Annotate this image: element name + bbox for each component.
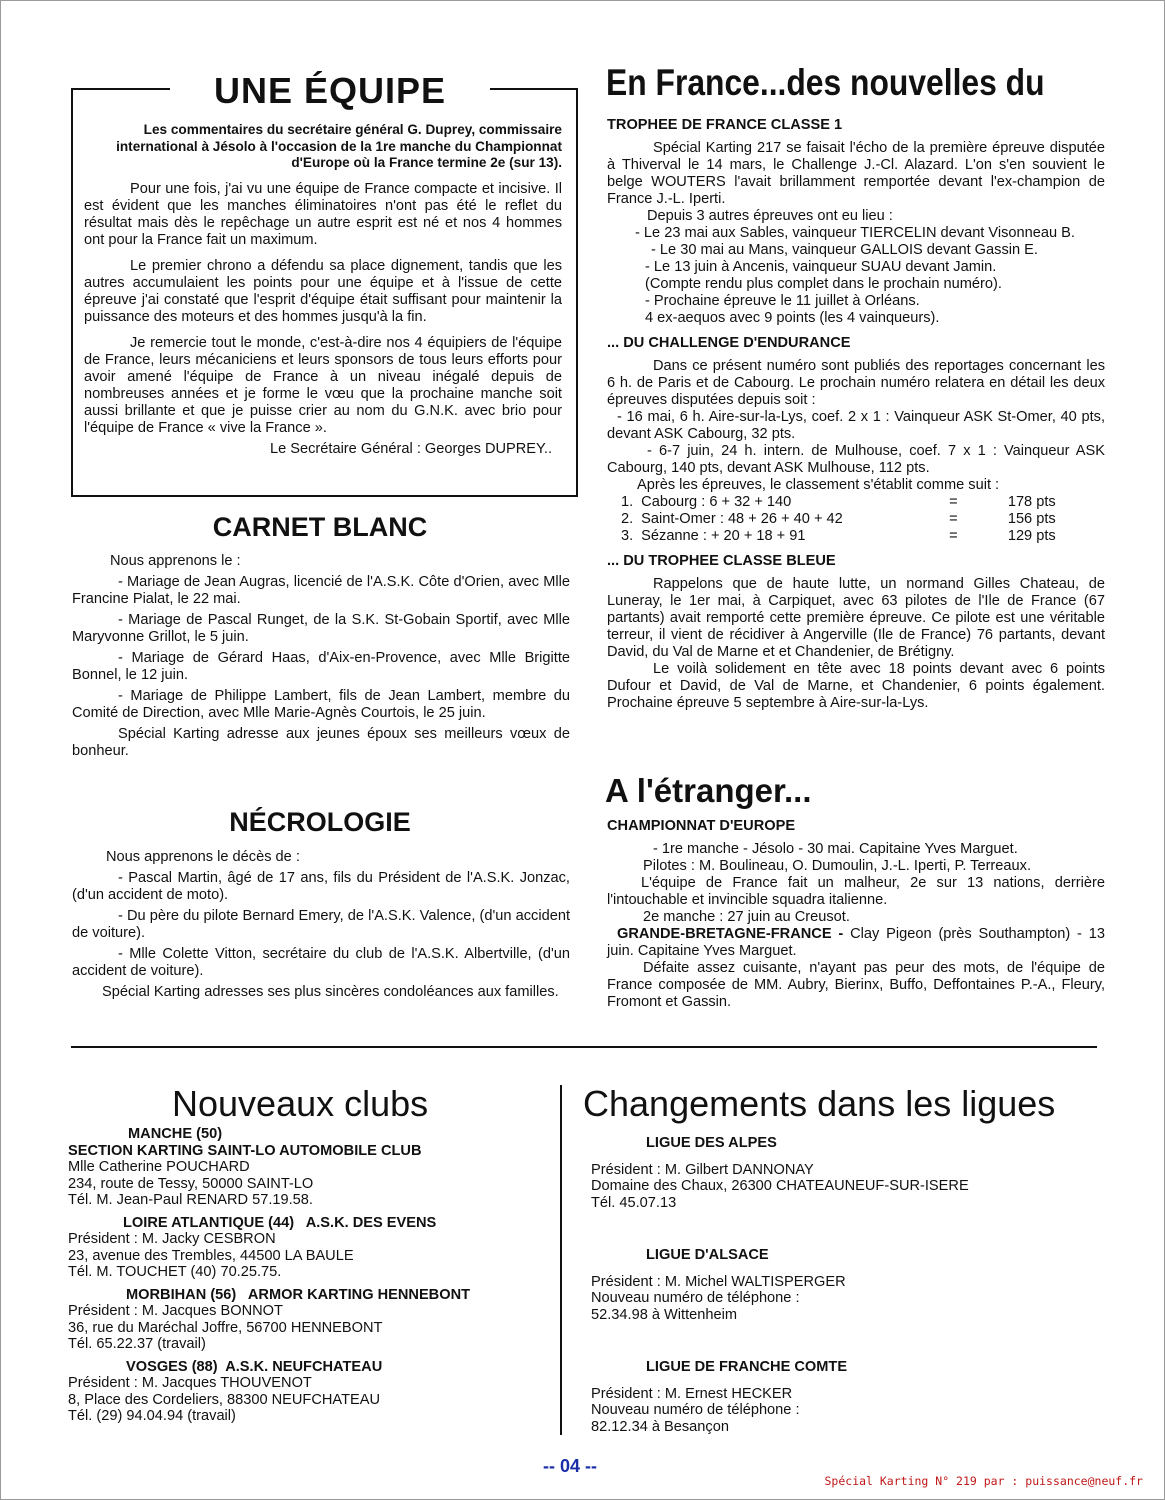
gb-heading: GRANDE-BRETAGNE-FRANCE - — [617, 926, 844, 942]
club-line: Tél. M. Jean-Paul RENARD 57.19.58. — [68, 1192, 313, 1208]
club-line: 23, avenue des Trembles, 44500 LA BAULE — [68, 1247, 354, 1264]
ligue-line: Président : M. Ernest HECKER — [591, 1385, 793, 1402]
ligue-line: 82.12.34 à Besançon — [591, 1418, 729, 1435]
ligue-heading: LIGUE D'ALSACE — [646, 1247, 769, 1263]
carnet-closing: Spécial Karting adresse aux jeunes époux ses meilleurs vœux de bonheur. — [72, 726, 570, 759]
ligue-group — [591, 1359, 1091, 1435]
club-line: 36, rue du Maréchal Joffre, 56700 HENNEBONT — [68, 1319, 383, 1336]
ligue-line: Nouveau numéro de téléphone : — [591, 1290, 800, 1306]
endurance-line: Après les épreuves, le classement s'établit comme suit : — [637, 477, 1000, 493]
necro-title: NÉCROLOGIE — [229, 807, 411, 837]
club-line: 8, Place des Cordeliers, 88300 NEUFCHATEAU — [68, 1391, 380, 1408]
equipe-paragraph: Le premier chrono a défendu sa place dignement, tandis que les autres accumulaient les points pour une équipe et à l'issue de cette épreuve j'ai constaté que l'esprit d'équipe était suffisant pour maintenir la puissance des moteurs et des hommes jusqu'à la fin. — [84, 257, 562, 325]
ligue-heading: LIGUE DE FRANCHE COMTE — [646, 1359, 848, 1375]
club-line: Mlle Catherine POUCHARD — [68, 1159, 250, 1175]
endurance-line: - 6-7 juin, 24 h. intern. de Mulhouse, coef. 7 x 1 : Vainqueur ASK Cabourg, 140 pts, devant ASK Mulhouse, 112 pts. — [607, 443, 1105, 476]
page-number: -- 04 -- — [543, 1456, 597, 1476]
trophee-line: - Le 13 juin à Ancenis, vainqueur SUAU devant Jamin. — [645, 259, 997, 275]
etranger-article — [607, 818, 1105, 1011]
club-heading: SECTION KARTING SAINT-LO AUTOMOBILE CLUB — [68, 1142, 422, 1159]
necro-article — [72, 849, 570, 1005]
equipe-intro: Les commentaires du secrétaire général G. Duprey, commissaire international à Jésolo à l'occasion de la 1re manche du Championnat d'Europe où la France termine 2e (sur 13). — [116, 122, 562, 170]
ranking-rank: 1. — [621, 494, 634, 510]
ranking-rank: 3. — [621, 528, 634, 544]
carnet-intro: Nous apprenons le : — [110, 553, 241, 569]
ligue-line: Président : M. Gilbert DANNONAY — [591, 1161, 814, 1178]
etranger-line: Défaite assez cuisante, n'ayant pas peur des mots, de l'équipe de France composée de MM. Aubry, Bierinx, Buffo, Deffontaines P.-A., Fleury, Fromont et Gassin. — [607, 960, 1105, 1010]
club-line: Président : M. Jacques BONNOT — [68, 1303, 283, 1319]
ligue-line: Président : M. Michel WALTISPERGER — [591, 1273, 846, 1290]
trophee-subtitle: TROPHEE DE FRANCE CLASSE 1 — [607, 117, 843, 133]
etranger-line: Pilotes : M. Boulineau, O. Dumoulin, J.-L. Iperti, P. Terreaux. — [643, 858, 1031, 874]
carnet-item: - Mariage de Jean Augras, licencié de l'A.S.K. Côte d'Orien, avec Mlle Francine Pialat, le 22 mai. — [72, 574, 570, 607]
vertical-divider — [560, 1085, 562, 1435]
bleue-p2: Le voilà solidement en tête avec 18 points devant avec 6 points Dufour et David, de Val de Marne, et Chandenier, 6 points également. Prochaine épreuve 5 septembre à Aire-sur-la-Lys. — [607, 661, 1105, 711]
club-line: 234, route de Tessy, 50000 SAINT-LO — [68, 1175, 314, 1192]
ligue-group — [591, 1135, 1091, 1211]
trophee-line: - Le 30 mai au Mans, vainqueur GALLOIS devant Gassin E. — [651, 242, 1038, 258]
horizontal-divider — [71, 1046, 1097, 1048]
clubs-title: Nouveaux clubs — [172, 1083, 429, 1124]
equipe-signature: Le Secrétaire Général : Georges DUPREY.. — [269, 440, 552, 457]
bleue-p1: Rappelons que de haute lutte, un normand Gilles Chateau, de Luneray, le 1er mai, à Carpiquet, avec 63 pilotes de l'Ile de France (67 partants) avait remporté cette première épreuve. Ce pilote est une véritable terreur, il vient de récidiver à Angerville (Ile de France) 76 partants, devant David, du Val de Marne et et Chandenier, de Brétigny. — [607, 576, 1105, 660]
club-line: Tél. 65.22.37 (travail) — [68, 1336, 206, 1352]
club-line: Président : M. Jacques THOUVENOT — [68, 1375, 312, 1391]
carnet-title: CARNET BLANC — [212, 512, 428, 542]
etranger-subtitle: CHAMPIONNAT D'EUROPE — [607, 818, 796, 834]
clubs-list — [68, 1126, 558, 1425]
carnet-item: - Mariage de Pascal Runget, de la S.K. St-Gobain Sportif, avec Mlle Maryvonne Grillot, le 5 juin. — [72, 612, 570, 645]
bleue-subtitle: ... DU TROPHEE CLASSE BLEUE — [607, 553, 836, 569]
ranking-pts: 156 pts — [1007, 511, 1056, 527]
ligue-group — [591, 1247, 1091, 1323]
carnet-article — [72, 553, 570, 764]
equipe-article — [84, 122, 562, 458]
ranking-team: Sézanne : + 20 + 18 + 91 — [641, 528, 806, 544]
carnet-item: - Mariage de Gérard Haas, d'Aix-en-Provence, avec Mlle Brigitte Bonnel, le 12 juin. — [72, 650, 570, 683]
ranking-rank: 2. — [621, 511, 634, 527]
endurance-ranking — [617, 494, 1060, 545]
club-line: Tél. (29) 94.04.94 (travail) — [68, 1408, 236, 1424]
ranking-team: Saint-Omer : 48 + 26 + 40 + 42 — [641, 511, 843, 527]
ranking-team: Cabourg : 6 + 32 + 140 — [641, 494, 792, 510]
equipe-paragraph: Pour une fois, j'ai vu une équipe de France compacte et incisive. Il est évident que les manches éliminatoires n'ont pas été le reflet du résultat mais dès le repêchage un autre esprit est né et nos 4 hommes ont pour la France fait un maximum. — [84, 180, 562, 248]
credit-line: Spécial Karting N° 219 par : puissance@neuf.fr — [824, 1474, 1143, 1488]
equipe-paragraph: Je remercie tout le monde, c'est-à-dire nos 4 équipiers de l'équipe de France, leurs mécaniciens et leurs sponsors de tous leurs efforts pour avoir amené l'équipe de France à un niveau inégalé depuis de nombreuses années et je forme le vœu que la prochaine manche soit aussi brillante et que je puisse crier au nom du G.N.K. avec brio pour l'équipe de France « vive la France ». — [84, 334, 562, 436]
ranking-row — [617, 511, 1060, 528]
ligues-list — [591, 1135, 1091, 1471]
equipe-title: UNE ÉQUIPE — [170, 70, 490, 118]
trophee-p1: Spécial Karting 217 se faisait l'écho de la première épreuve disputée à Thiverval le 14 mars, le Challenge J.-Cl. Alazard. L'on s'en souvient le belge WOUTERS l'avait brillamment remportée devant l'ex-champion de France J.-L. Iperti. — [607, 140, 1105, 207]
necro-item: - Du père du pilote Bernard Emery, de l'A.S.K. Valence, (d'un accident de voiture). — [72, 908, 570, 941]
necro-item: - Mlle Colette Vitton, secrétaire du club de l'A.S.K. Albertville, (d'un accident de voiture). — [72, 946, 570, 979]
club-heading: MANCHE (50) — [128, 1126, 223, 1142]
ligue-heading: LIGUE DES ALPES — [646, 1135, 777, 1151]
necro-closing: Spécial Karting adresses ses plus sincères condoléances aux familles. — [102, 984, 559, 1000]
ranking-eq: = — [949, 528, 958, 544]
club-line: Tél. M. TOUCHET (40) 70.25.75. — [68, 1264, 282, 1280]
ranking-eq: = — [949, 494, 958, 510]
club-heading: VOSGES (88) A.S.K. NEUFCHATEAU — [126, 1358, 383, 1375]
endurance-line: - 16 mai, 6 h. Aire-sur-la-Lys, coef. 2 x 1 : Vainqueur ASK St-Omer, 40 pts, devant ASK Cabourg, 32 pts. — [607, 409, 1105, 442]
france-article — [607, 117, 1105, 712]
etranger-line: - 1re manche - Jésolo - 30 mai. Capitaine Yves Marguet. — [653, 841, 1018, 857]
ranking-pts: 178 pts — [1007, 494, 1056, 510]
ranking-pts: 129 pts — [1007, 528, 1056, 544]
endurance-p1: Dans ce présent numéro sont publiés des reportages concernant les 6 h. de Paris et de Cabourg. Le prochain numéro relatera en détail les deux épreuves disputées depuis soit : — [607, 358, 1105, 408]
ranking-row — [617, 494, 1060, 511]
necro-item: - Pascal Martin, âgé de 17 ans, fils du Président de l'A.S.K. Jonzac, (d'un accident de moto). — [72, 870, 570, 903]
gb-text: Clay Pigeon (près Southampton) - 13 juin. Capitaine Yves Marguet. — [607, 926, 1105, 959]
carnet-item: - Mariage de Philippe Lambert, fils de Jean Lambert, membre du Comité de Direction, avec Mlle Marie-Agnès Courtois, le 25 juin. — [72, 688, 570, 721]
ranking-eq: = — [949, 511, 958, 527]
france-title: En France...des nouvelles du — [606, 62, 1045, 103]
trophee-p2: Depuis 3 autres épreuves ont eu lieu : — [647, 208, 893, 224]
ligue-line: Domaine des Chaux, 26300 CHATEAUNEUF-SUR-ISERE — [591, 1178, 969, 1194]
ranking-row — [617, 528, 1060, 545]
endurance-subtitle: ... DU CHALLENGE D'ENDURANCE — [607, 335, 851, 351]
club-heading: LOIRE ATLANTIQUE (44) A.S.K. DES EVENS — [123, 1214, 437, 1231]
ligue-line: 52.34.98 à Wittenheim — [591, 1306, 738, 1323]
trophee-line: - Le 23 mai aux Sables, vainqueur TIERCELIN devant Visonneau B. — [635, 225, 1075, 241]
trophee-line: (Compte rendu plus complet dans le prochain numéro). — [645, 276, 1002, 292]
club-heading: MORBIHAN (56) ARMOR KARTING HENNEBONT — [126, 1286, 471, 1303]
etranger-line: L'équipe de France fait un malheur, 2e sur 13 nations, derrière l'intouchable et invincible squadra italienne. — [607, 875, 1105, 908]
etranger-line: 2e manche : 27 juin au Creusot. — [643, 909, 850, 925]
ligues-title: Changements dans les ligues — [583, 1083, 1056, 1124]
trophee-line: 4 ex-aequos avec 9 points (les 4 vainqueurs). — [645, 310, 940, 326]
club-line: Président : M. Jacky CESBRON — [68, 1231, 276, 1247]
ligue-line: Nouveau numéro de téléphone : — [591, 1402, 800, 1418]
etranger-title: A l'étranger... — [605, 772, 812, 809]
ligue-line: Tél. 45.07.13 — [591, 1194, 677, 1211]
necro-intro: Nous apprenons le décès de : — [106, 849, 300, 865]
trophee-line: - Prochaine épreuve le 11 juillet à Orléans. — [645, 293, 920, 309]
